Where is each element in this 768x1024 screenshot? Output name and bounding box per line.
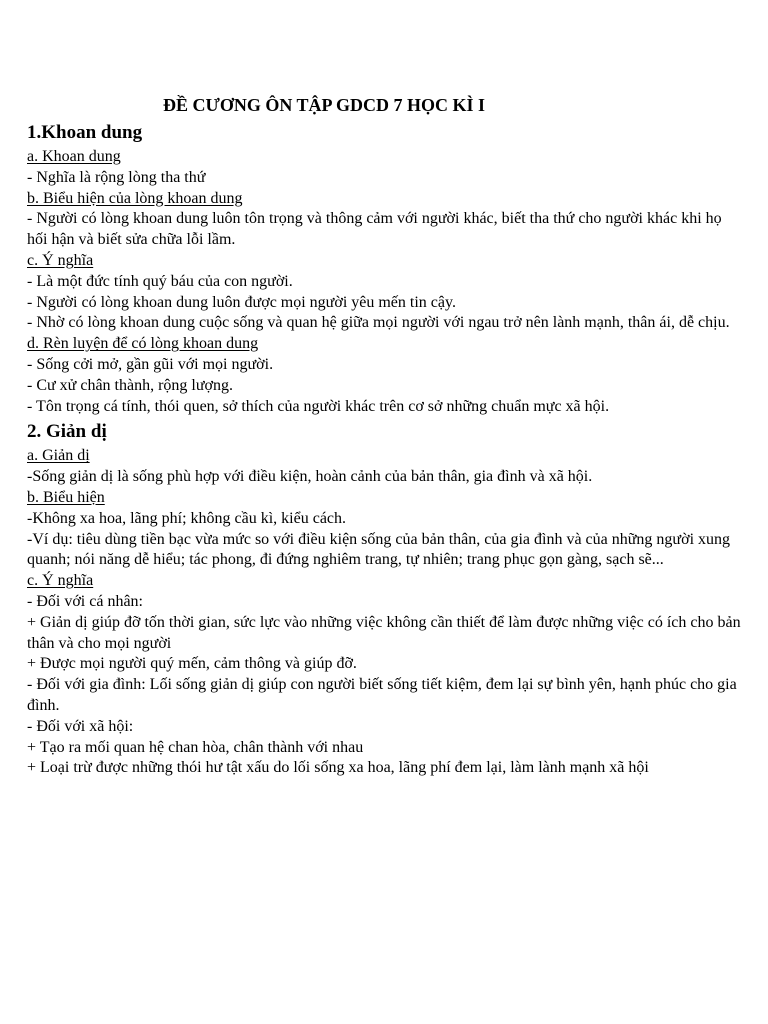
paragraph-line: - Là một đức tính quý báu của con người. bbox=[27, 272, 293, 290]
paragraph-line: + Được mọi người quý mến, cảm thông và giúp đỡ. bbox=[27, 655, 357, 673]
subsection-heading: b. Biểu hiện bbox=[27, 488, 105, 506]
subsection-heading: d. Rèn luyện để có lòng khoan dung bbox=[27, 335, 259, 353]
paragraph-line: -Ví dụ: tiêu dùng tiền bạc vừa mức so với điều kiện sống của bản thân, của gia đình và của những người xung quanh; nói năng dễ hiểu; tác phong, đi đứng nghiêm trang, tự nhiên; trang phục gọn gàng, sạch sẽ... bbox=[27, 530, 731, 569]
paragraph-line: - Đối với gia đình: Lối sống giản dị giúp con người biết sống tiết kiệm, đem lại sự bình yên, hạnh phúc cho gia đình. bbox=[27, 676, 737, 714]
document-page bbox=[27, 92, 745, 779]
section-heading: 2. Giản dị bbox=[27, 421, 107, 443]
document-title: ĐỀ CƯƠNG ÔN TẬP GDCD 7 HỌC KÌ I bbox=[163, 95, 486, 115]
subsection-heading: c. Ý nghĩa bbox=[27, 572, 94, 590]
subsection-heading: c. Ý nghĩa bbox=[27, 251, 94, 269]
section-gian-di bbox=[27, 419, 745, 779]
paragraph-line: + Tạo ra mối quan hệ chan hòa, chân thành với nhau bbox=[27, 738, 364, 756]
paragraph-line: - Đối với xã hội: bbox=[27, 717, 134, 735]
section-khoan-dung bbox=[27, 120, 745, 417]
paragraph-line: -Không xa hoa, lãng phí; không cầu kì, kiểu cách. bbox=[27, 509, 347, 527]
subsection-heading: a. Giản dị bbox=[27, 447, 90, 465]
paragraph-line: + Giản dị giúp đỡ tốn thời gian, sức lực vào những việc không cần thiết để làm được những việc có ích cho bản thân và cho mọi người bbox=[27, 613, 741, 652]
section-heading: 1.Khoan dung bbox=[27, 122, 143, 143]
paragraph-line: - Sống cởi mở, gần gũi với mọi người. bbox=[27, 355, 274, 373]
paragraph-line: -Sống giản dị là sống phù hợp với điều kiện, hoàn cảnh của bản thân, gia đình và xã hội. bbox=[27, 468, 593, 486]
paragraph-line: - Nhờ có lòng khoan dung cuộc sống và quan hệ giữa mọi người với ngau trở nên lành mạnh, thân ái, dễ chịu. bbox=[27, 314, 730, 332]
subsection-heading: a. Khoan dung bbox=[27, 148, 121, 165]
paragraph-line: - Người có lòng khoan dung luôn được mọi người yêu mến tin cậy. bbox=[27, 293, 456, 311]
paragraph-line: - Cư xử chân thành, rộng lượng. bbox=[27, 376, 233, 394]
paragraph-line: - Tôn trọng cá tính, thói quen, sở thích của người khác trên cơ sở những chuẩn mực xã hội. bbox=[27, 397, 610, 415]
paragraph-line: - Đối với cá nhân: bbox=[27, 592, 143, 610]
subsection-heading: b. Biểu hiện của lòng khoan dung bbox=[27, 189, 243, 207]
paragraph-line: - Nghĩa là rộng lòng tha thứ bbox=[27, 168, 206, 186]
paragraph-line: + Loại trừ được những thói hư tật xấu do lối sống xa hoa, lãng phí đem lại, làm lành mạnh xã hội bbox=[27, 759, 649, 777]
paragraph-line: - Người có lòng khoan dung luôn tôn trọng và thông cảm với người khác, biết tha thứ cho người khác khi họ hối hận và biết sửa chữa lỗi lầm. bbox=[27, 210, 722, 249]
